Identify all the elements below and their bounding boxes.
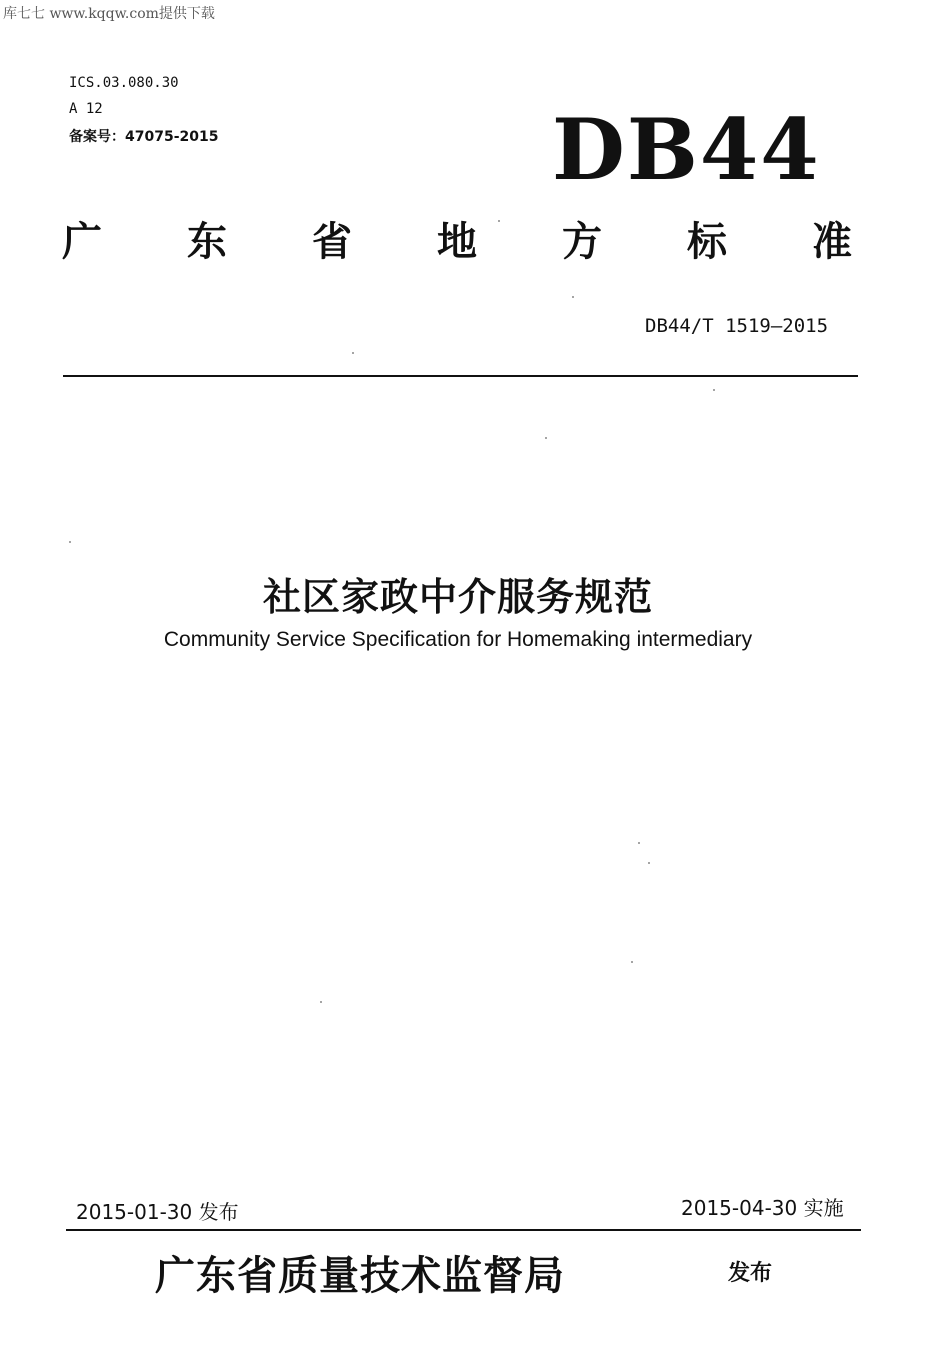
scan-speck <box>631 961 633 963</box>
scan-speck <box>638 842 640 844</box>
standard-type-char: 标 <box>687 219 727 265</box>
standard-type-char: 东 <box>187 219 227 265</box>
title-english: Community Service Specification for Homemaking intermediary <box>163 628 753 651</box>
scan-speck <box>648 862 650 864</box>
watermark-text: 库七七 www.kqqw.com提供下载 <box>3 6 215 22</box>
implementation-date: 2015-04-30 实施 <box>681 1196 844 1220</box>
standard-type-char: 广 <box>62 219 102 265</box>
standard-type-char: 地 <box>437 219 477 265</box>
publish-label: 发布 <box>728 1261 773 1286</box>
scan-speck <box>545 437 547 439</box>
standard-type-char: 方 <box>562 219 602 265</box>
scan-speck <box>498 220 500 222</box>
title-chinese: 社区家政中介服务规范 <box>262 575 653 619</box>
scan-speck <box>572 296 574 298</box>
issue-date: 2015-01-30 发布 <box>76 1200 239 1224</box>
standard-type-char: 准 <box>812 219 852 265</box>
footer-divider <box>66 1229 861 1231</box>
ics-code: ICS.03.080.30 <box>69 75 179 91</box>
standard-number: DB44/T 1519—2015 <box>645 315 829 337</box>
standard-type-char: 省 <box>312 219 352 265</box>
scan-speck <box>320 1001 322 1003</box>
header-divider <box>63 375 858 377</box>
standard-code: DB44 <box>552 100 821 199</box>
classification-code: A 12 <box>69 101 103 117</box>
record-number: 备案号：47075-2015 <box>69 129 219 145</box>
scan-speck <box>352 352 354 354</box>
scan-speck <box>713 389 715 391</box>
scan-speck <box>69 541 71 543</box>
issuing-authority: 广东省质量技术监督局 <box>155 1252 565 1299</box>
standard-type-heading <box>62 219 852 265</box>
